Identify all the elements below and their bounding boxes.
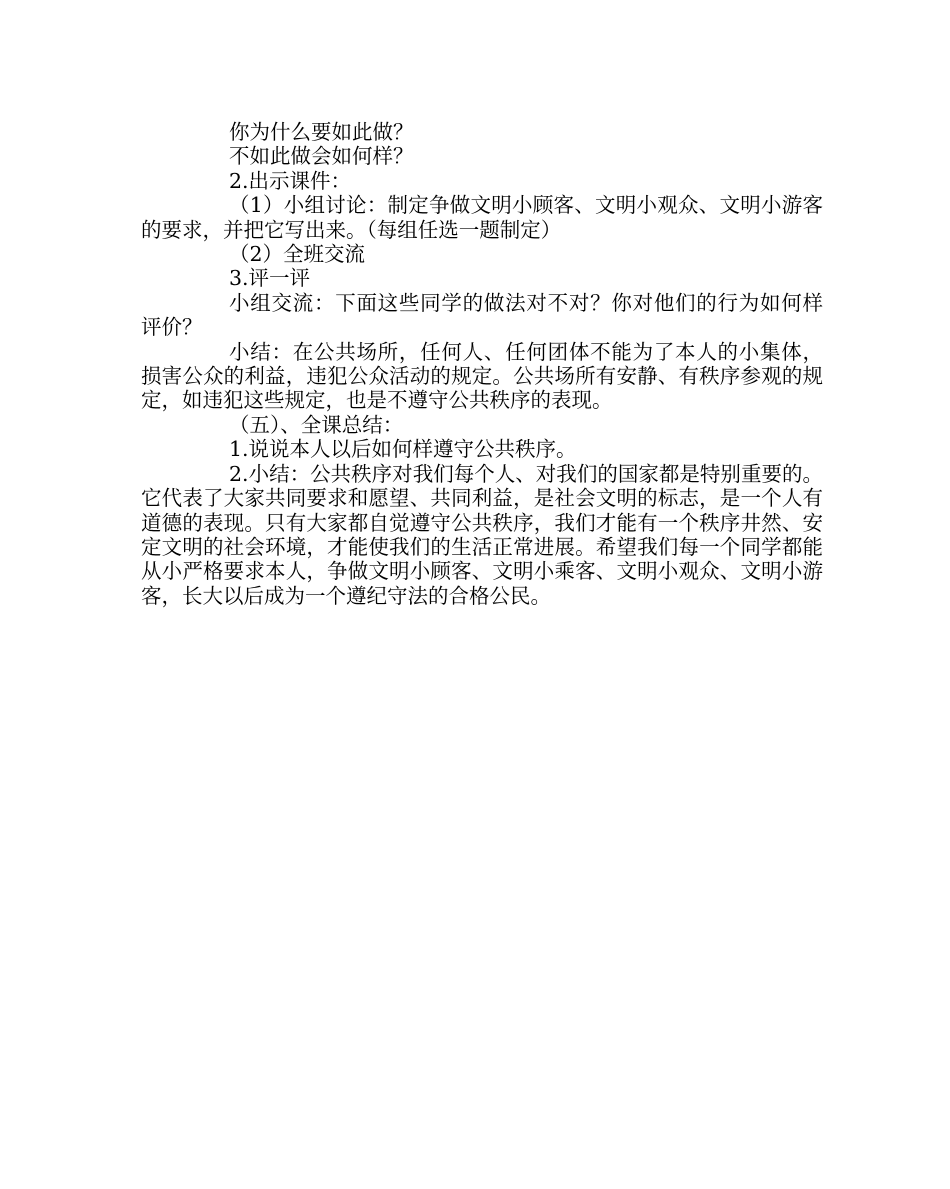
document-body (141, 120, 823, 608)
paragraph-step-3-heading: 3.评一评 (229, 266, 311, 291)
paragraph-question-why: 你为什么要如此做？ (229, 120, 414, 144)
paragraph-question-otherwise: 不如此做会如何样？ (229, 144, 414, 169)
paragraph-summary: 小结：在公共场所，任何人、任何团体不能为了本人的小集体，损害公众的利益，违犯公众活动的规定。公共场所有安静、有秩序参观的规定，如违犯这些规定，也是不遵守公共秩序的表现。 (141, 339, 823, 413)
paragraph-step-2-heading: 2.出示课件： (229, 168, 352, 193)
paragraph-class-exchange: （2）全班交流 (229, 242, 366, 267)
paragraph-group-discussion: （1）小组讨论：制定争做文明小顾客、文明小观众、文明小游客的要求，并把它写出来。（每组任选一题制定） (141, 193, 823, 242)
paragraph-talk-about: 1.说说本人以后如何样遵守公共秩序。 (229, 437, 577, 462)
paragraph-section-5-heading: （五）、全课总结： (229, 412, 404, 437)
paragraph-group-exchange: 小组交流：下面这些同学的做法对不对？你对他们的行为如何样评价？ (141, 290, 823, 340)
paragraph-final-summary: 2.小结：公共秩序对我们每个人、对我们的国家都是特别重要的。它代表了大家共同要求和愿望、共同利益，是社会文明的标志，是一个人有道德的表现。只有大家都自觉遵守公共秩序，我们才能有一个秩序井然、安定文明的社会环境，才能使我们的生活正常进展。希望我们每一个同学都能从小严格要求本人，争做文明小顾客、文明小乘客、文明小观众、文明小游客，长大以后成为一个遵纪守法的合格公民。 (141, 461, 823, 608)
